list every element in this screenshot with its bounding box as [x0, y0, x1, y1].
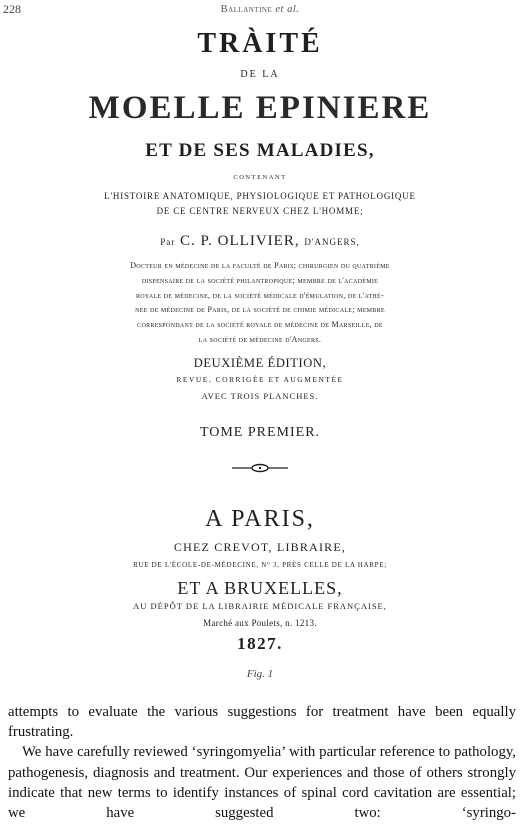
plate-publisher: CHEZ CREVOT, LIBRAIRE, — [173, 540, 347, 554]
running-head — [0, 4, 520, 15]
plate-credential-line: la société de médecine d'Angers. — [198, 334, 322, 344]
plate-author-name: C. P. OLLIVIER, — [180, 233, 300, 249]
plate-credential-line: née de médecine de Paris, de la société de chimie médicale; membre — [135, 305, 385, 315]
body-paragraph: attempts to evaluate the various suggestions for treatment have been equally frustrating. — [8, 704, 516, 741]
plate-credential-line: Docteur en médecine de la faculté de Paris; chirurgien du quatrième — [130, 261, 390, 270]
plate-histoire-line-2: DE CE CENTRE NERVEUX CHEZ L'HOMME; — [156, 206, 364, 216]
ornament-divider — [230, 460, 290, 476]
plate-address: RUE DE L'ÉCOLE-DE-MÉDECINE, N° 3, PRÈS CELLE DE LA HARPE; — [133, 561, 387, 569]
figure-caption: Fig. 1 — [246, 668, 274, 680]
plate-year: 1827. — [237, 634, 283, 653]
plate-tome: TOME PREMIER. — [199, 425, 321, 440]
plate-title-maladies: ET DE SES MALADIES, — [145, 140, 375, 161]
page-number: 228 — [3, 2, 21, 16]
plate-title-moelle-epiniere: MOELLE EPINIERE — [88, 90, 432, 126]
plate-author-par: Par — [160, 237, 176, 247]
body-paragraph: We have carefully reviewed ‘syringomyelia’ with particular reference to pathology, pathogenesis, diagnosis and treatment. Our experiences and those of others strongly indicate that new terms to identify instances of spinal cord cavitation are essential; we have suggested two: ‘syringo- — [8, 744, 516, 822]
plate-histoire-line-1: L'HISTOIRE ANATOMIQUE, PHYSIOLOGIQUE ET PATHOLOGIQUE — [104, 191, 416, 201]
plate-revue: REVUE, CORRIGÉE ET AUGMENTÉE — [176, 375, 344, 384]
plate-author — [0, 233, 520, 250]
plate-title-traite: TRÀITÉ — [197, 28, 323, 59]
running-head-author: Ballantine — [220, 4, 273, 15]
plate-credentials — [0, 259, 520, 348]
plate-title-de-la: DE LA — [240, 69, 280, 80]
plate-marche: Marché aux Poulets, n. 1213. — [203, 618, 317, 628]
plate-contenant: CONTENANT — [233, 174, 287, 181]
plate-author-town: D'ANGERS, — [304, 237, 360, 247]
plate-credential-line: dispensaire de la société philantropique; membre de l'académie — [141, 275, 379, 285]
plate-credential-line: correspondant de la société royale de médecine de Marseille, de — [137, 320, 383, 330]
plate-city-bruxelles: ET A BRUXELLES, — [177, 578, 343, 598]
plate-credential-line: royale de médecine, de la société médicale d'émulation, de l'athé- — [136, 290, 384, 300]
plate-edition: DEUXIÈME ÉDITION, — [193, 356, 327, 370]
plate-depot: AU DÉPÔT DE LA LIBRAIRIE MÉDICALE FRANÇAISE, — [133, 601, 387, 611]
running-head-etal: et al. — [275, 4, 300, 15]
body-text — [8, 702, 516, 823]
plate-city-paris: A PARIS, — [205, 506, 315, 532]
plate-planches: AVEC TROIS PLANCHES. — [201, 391, 319, 401]
